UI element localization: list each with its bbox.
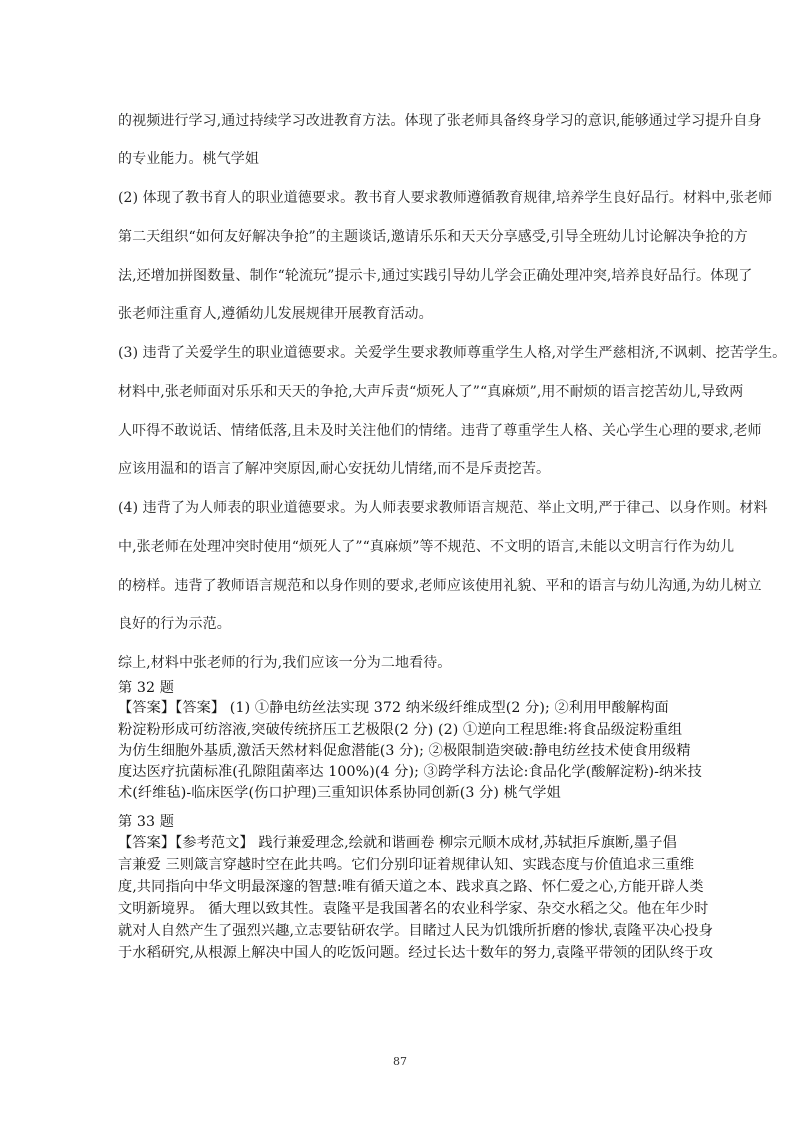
essay-line: 言兼爱 三则箴言穿越时空在此共鸣。它们分别印证着规律认知、实践态度与价值追求三重维 [118, 857, 695, 873]
answer-line: 粉淀粉形成可纺溶液,突破传统挤压工艺极限(2 分) (2) ①逆向工程思维:将食品级淀粉重组 [118, 722, 683, 738]
essay-line: 就对人自然产生了强烈兴趣,立志要钻研农学。目睹过人民为饥饿所折磨的惨状,袁隆平决心投身 [118, 923, 714, 939]
page-number: 87 [393, 1055, 407, 1068]
answer-line: 【答案】【答案】 (1) ①静电纺丝法实现 372 纳米级纤维成型(2 分); ②利用甲酸解构面 [118, 700, 669, 716]
text-line: 中,张老师在处理冲突时使用“烦死人了”“真麻烦”等不规范、不文明的语言,未能以文明言行作为幼儿 [118, 539, 735, 555]
essay-line: 于水稻研究,从根源上解决中国人的吃饭问题。经过长达十数年的努力,袁隆平带领的团队终于攻 [118, 945, 714, 961]
text-line: 应该用温和的语言了解冲突原因,耐心安抚幼儿情绪,而不是斥责挖苦。 [118, 461, 551, 477]
text-line: 的榜样。违背了教师语言规范和以身作则的要求,老师应该使用礼貌、平和的语言与幼儿沟通,为幼儿树立 [118, 578, 762, 594]
question-heading: 第 33 题 [118, 814, 175, 830]
text-line: 的专业能力。桃气学姐 [118, 151, 259, 167]
text-line: 张老师注重育人,遵循幼儿发展规律开展教育活动。 [118, 306, 433, 322]
text-line: (3) 违背了关爱学生的职业道德要求。关爱学生要求教师尊重学生人格,对学生严慈相济,不讽刺、挖苦学生。 [118, 345, 787, 361]
answer-line: 度达医疗抗菌标准(孔隙阻菌率达 100%)(4 分); ③跨学科方法论:食品化学(酸解淀粉)-纳米技 [118, 764, 702, 780]
answer-line: 为仿生细胞外基质,激活天然材料促愈潜能(3 分); ②极限制造突破:静电纺丝技术使食用级精 [118, 743, 691, 759]
text-line: (4) 违背了为人师表的职业道德要求。为人师表要求教师语言规范、举止文明,严于律己、以身作则。材料 [118, 500, 768, 516]
text-line: 法,还增加拼图数量、制作“轮流玩”提示卡,通过实践引导幼儿学会正确处理冲突,培养良好品行。体现了 [118, 268, 753, 284]
text-line: 人吓得不敢说话、情绪低落,且未及时关注他们的情绪。违背了尊重学生人格、关心学生心理的要求,老师 [118, 423, 762, 439]
essay-line: 【答案】【参考范文】 践行兼爱理念,绘就和谐画卷 柳宗元顺木成材,苏轼拒斥旗断,墨子倡 [118, 835, 677, 851]
text-line: 的视频进行学习,通过持续学习改进教育方法。体现了张老师具备终身学习的意识,能够通过学习提升自身 [118, 113, 762, 129]
answer-line: 术(纤维毡)-临床医学(伤口护理)三重知识体系协同创新(3 分) 桃气学姐 [118, 785, 561, 801]
essay-line: 文明新境界。 循大理以致其性。袁隆平是我国著名的农业科学家、杂交水稻之父。他在年少时 [118, 901, 709, 917]
question-heading: 第 32 题 [118, 680, 175, 696]
text-line: (2) 体现了教书育人的职业道德要求。教书育人要求教师遵循教育规律,培养学生良好品行。材料中,张老师 [118, 190, 773, 206]
text-line: 良好的行为示范。 [118, 616, 231, 632]
essay-line: 度,共同指向中华文明最深邃的智慧:唯有循天道之本、践求真之路、怀仁爱之心,方能开辟人类 [118, 879, 704, 895]
text-line: 第二天组织“如何友好解决争抢”的主题谈话,邀请乐乐和天天分享感受,引导全班幼儿讨论解决争抢的方 [118, 229, 748, 245]
text-line: 综上,材料中张老师的行为,我们应该一分为二地看待。 [118, 655, 452, 671]
text-line: 材料中,张老师面对乐乐和天天的争抢,大声斥责“烦死人了”“真麻烦”,用不耐烦的语言挖苦幼儿,导致两 [118, 384, 744, 400]
